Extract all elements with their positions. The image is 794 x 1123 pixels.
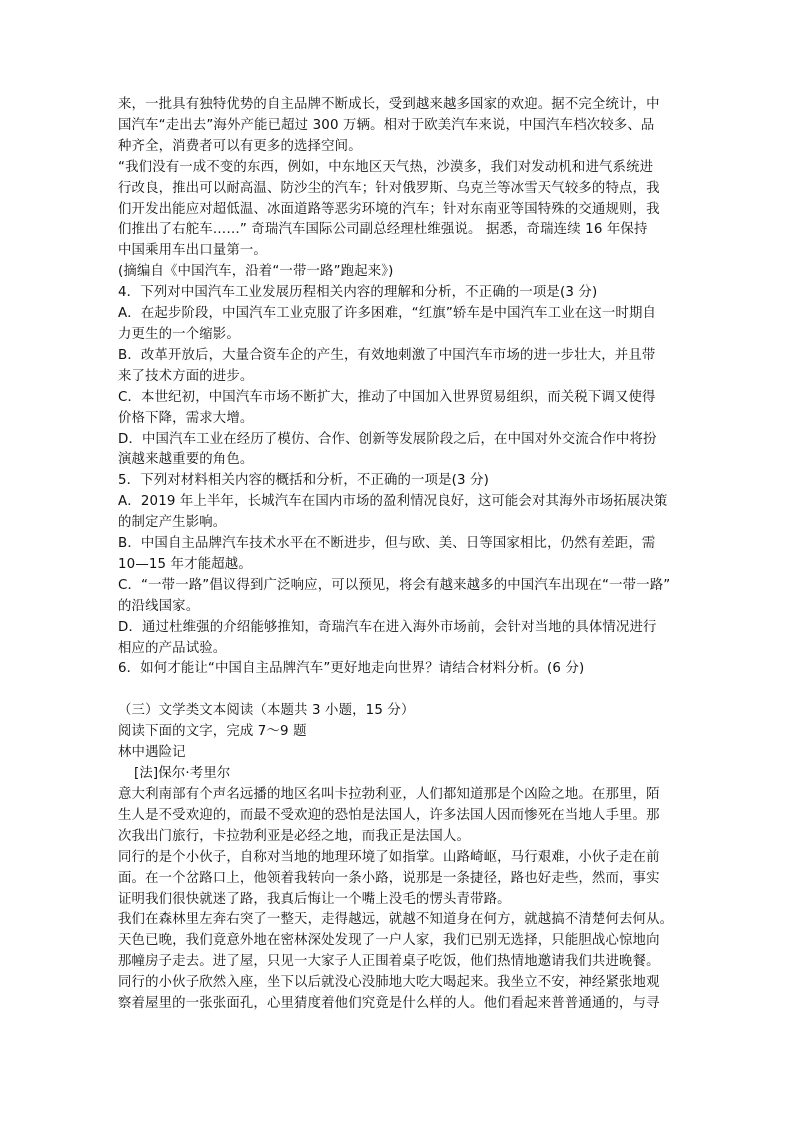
story-line: 次我出门旅行，卡拉勃利亚是必经之地，而我正是法国人。 — [118, 828, 471, 844]
option-line: 来了技术方面的进步。 — [118, 368, 254, 384]
text-line: 国汽车“走出去”海外产能已超过 300 万辆。相对于欧美汽车来说，中国汽车档次较多、品 — [118, 117, 655, 133]
text-line: “我们没有一成不变的东西，例如，中东地区天气热，沙漠多，我们对发动机和进气系统进 — [118, 159, 654, 175]
option-line: C．本世纪初，中国汽车市场不断扩大，推动了中国加入世界贸易组织，而关税下调又使得 — [118, 389, 656, 405]
document-page — [118, 95, 676, 1015]
source-citation: (摘编自《中国汽车，沿着“一带一路”跑起来》) — [118, 264, 394, 280]
reading-instruction: 阅读下面的文字，完成 7～9 题 — [118, 724, 307, 740]
option-line: 10—15 年才能超越。 — [118, 556, 252, 572]
option-line: A．2019 年上半年，长城汽车在国内市场的盈利情况良好，这可能会对其海外市场拓展决策 — [118, 494, 668, 510]
passage-end — [118, 95, 676, 283]
question-5: 5．下列对材料相关内容的概括和分析，不正确的一项是(3 分) — [118, 473, 490, 489]
text-line: 中国乘用车出口量第一。 — [118, 243, 267, 259]
option-line: 价格下降，需求大增。 — [118, 410, 254, 426]
story-line: 证明我们很快就迷了路，我真后悔让一个嘴上没毛的愣头青带路。 — [118, 891, 511, 907]
option-line: D．通过杜维强的介绍能够推知，奇瑞汽车在进入海外市场前，会针对当地的具体情况进行 — [118, 619, 657, 635]
option-line: 的制定产生影响。 — [118, 515, 227, 531]
section-heading: （三）文学类文本阅读（本题共 3 小题，15 分） — [118, 703, 415, 719]
story-line: 察着屋里的一张张面孔，心里猜度着他们究竟是什么样的人。他们看起来普普通通的，与寻 — [118, 996, 660, 1012]
option-line: D．中国汽车工业在经历了模仿、合作、创新等发展阶段之后，在中国对外交流合作中将扮 — [118, 431, 657, 447]
option-line: 力更生的一个缩影。 — [118, 326, 240, 342]
section-3 — [118, 701, 676, 1015]
story-line: 我们在森林里左奔右突了一整天，走得越远，就越不知道身在何方，就越搞不清楚何去何从。 — [118, 912, 674, 928]
text-line: 来，一批具有独特优势的自主品牌不断成长，受到越来越多国家的欢迎。据不完全统计，中 — [118, 97, 660, 112]
text-line: 行改良，推出可以耐高温、防沙尘的汽车；针对俄罗斯、乌克兰等冰雪天气较多的特点，我 — [118, 180, 660, 196]
story-line: 同行的是个小伙子，自称对当地的地理环境了如指掌。山路崎岖，马行艰难，小伙子走在前 — [118, 849, 660, 865]
story-line: 生人是不受欢迎的，而最不受欢迎的恐怕是法国人，许多法国人因而惨死在当地人手里。那 — [118, 807, 660, 823]
story-title: 林中遇险记 — [118, 745, 186, 761]
story-author: [法]保尔·考里尔 — [134, 766, 231, 782]
text-line: 们推出了右舵车……” 奇瑞汽车国际公司副总经理杜维强说。 据悉，奇瑞连续 16 年保持 — [118, 222, 648, 238]
story-line: 同行的小伙子欣然入座，坐下以后就没心没肺地大吃大喝起来。我坐立不安，神经紧张地观 — [118, 975, 660, 991]
option-line: A．在起步阶段，中国汽车工业克服了许多困难，“红旗”轿车是中国汽车工业在这一时期自 — [118, 306, 657, 322]
story-line: 那幢房子走去。进了屋，只见一大家子人正围着桌子吃饭，他们热情地邀请我们共进晚餐。 — [118, 954, 660, 970]
text-line: 们开发出能应对超低温、冰面道路等恶劣环境的汽车；针对东南亚等国特殊的交通规则，我 — [118, 201, 660, 217]
option-line: C．“一带一路”倡议得到广泛响应，可以预见，将会有越来越多的中国汽车出现在“一带一路” — [118, 577, 671, 593]
option-line: B．中国自主品牌汽车技术水平在不断进步，但与欧、美、日等国家相比，仍然有差距，需 — [118, 536, 656, 552]
story-line: 面。在一个岔路口上，他领着我转向一条小路，说那是一条捷径，路也好走些，然而，事实 — [118, 870, 660, 886]
story-line: 天色已晚，我们竟意外地在密林深处发现了一户人家，我们已别无选择，只能胆战心惊地向 — [118, 933, 660, 949]
question-4: 4．下列对中国汽车工业发展历程相关内容的理解和分析，不正确的一项是(3 分) — [118, 285, 598, 301]
option-line: 相应的产品试验。 — [118, 640, 227, 656]
story-line: 意大利南部有个声名远播的地区名叫卡拉勃利亚，人们都知道那是个凶险之地。在那里，陌 — [118, 787, 660, 802]
option-line: 演越来越重要的角色。 — [118, 452, 254, 468]
question-6: 6．如何才能让“中国自主品牌汽车”更好地走向世界？请结合材料分析。(6 分) — [118, 661, 585, 677]
option-line: 的沿线国家。 — [118, 598, 200, 614]
questions — [118, 283, 676, 680]
text-line: 种齐全，消费者可以有更多的选择空间。 — [118, 138, 362, 154]
option-line: B．改革开放后，大量合资车企的产生，有效地刺激了中国汽车市场的进一步壮大，并且带 — [118, 347, 656, 363]
spacer — [118, 680, 676, 701]
